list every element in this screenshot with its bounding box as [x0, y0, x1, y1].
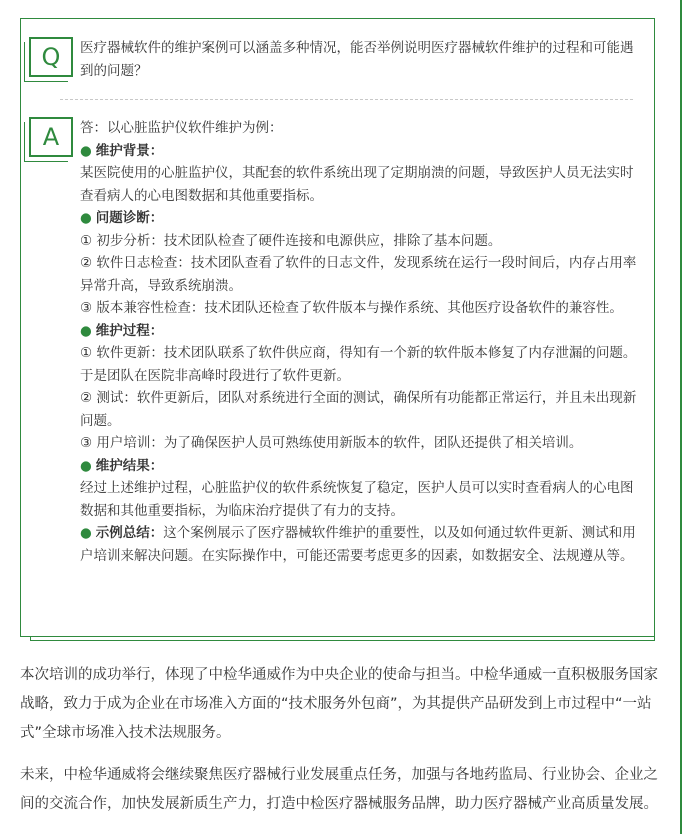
bullet-dot-icon: ●	[80, 142, 92, 159]
diagnosis-item: ③ 版本兼容性检查：技术团队还检查了软件版本与操作系统、其他医疗设备软件的兼容性。	[80, 300, 623, 316]
answer-badge: A	[29, 117, 73, 157]
right-edge-line	[680, 0, 682, 834]
bullet-dot-icon: ●	[80, 210, 92, 226]
qa-divider	[60, 99, 633, 100]
result-heading	[80, 455, 640, 478]
closing-paragraph-2: 未来，中检华通威将会继续聚焦医疗器械行业发展重点任务，加强与各地药监局、行业协会、企业之间的交流合作，加快发展新质生产力，打造中检医疗器械服务品牌，助力医疗器械产业高质量发展。	[20, 767, 658, 812]
closing-paragraph-1: 本次培训的成功举行，体现了中检华通威作为中央企业的使命与担当。中检华通威一直积极服务国家战略，致力于成为企业在市场准入方面的“技术服务外包商”，为其提供产品研发到上市过程中“一站式”全球市场准入技术法规服务。	[20, 667, 658, 741]
background-title: 维护背景：	[95, 142, 164, 159]
background-text: 某医院使用的心脏监护仪，其配套的软件系统出现了定期崩溃的问题，导致医护人员无法实时查看病人的心电图数据和其他重要指标。	[80, 165, 634, 204]
bullet-dot-icon: ●	[80, 525, 92, 541]
diagnosis-title: 问题诊断：	[95, 210, 164, 226]
process-title: 维护过程：	[95, 322, 164, 339]
question-badge: Q	[29, 37, 73, 77]
process-item: ③ 用户培训：为了确保医护人员可熟练使用新版本的软件，团队还提供了相关培训。	[80, 435, 583, 451]
answer-intro: 答：以心脏监护仪软件维护为例：	[80, 120, 283, 136]
diagnosis-item: ① 初步分析：技术团队检查了硬件连接和电源供应，排除了基本问题。	[80, 232, 502, 249]
diagnosis-heading	[80, 207, 640, 230]
answer-body	[80, 117, 640, 567]
bullet-dot-icon: ●	[80, 457, 92, 474]
summary-title: 示例总结：	[95, 525, 164, 541]
result-text: 经过上述维护过程，心脏监护仪的软件系统恢复了稳定，医护人员可以实时查看病人的心电图数据和其他重要指标，为临床治疗提供了有力的支持。	[80, 480, 634, 519]
result-title: 维护结果：	[95, 457, 164, 474]
summary-paragraph	[80, 522, 640, 567]
bullet-dot-icon: ●	[80, 322, 92, 339]
background-heading	[80, 140, 640, 163]
diagnosis-item: ② 软件日志检查：技术团队查看了软件的日志文件，发现系统在运行一段时间后，内存占用率异常升高，导致系统崩溃。	[80, 255, 637, 294]
summary-text: 这个案例展示了医疗器械软件维护的重要性，以及如何通过软件更新、测试和用户培训来解决问题。在实际操作中，可能还需要考虑更多的因素，如数据安全、法规遵从等。	[80, 525, 636, 564]
process-item: ① 软件更新：技术团队联系了软件供应商，得知有一个新的软件版本修复了内存泄漏的问题。于是团队在医院非高峰时段进行了软件更新。	[80, 345, 637, 384]
process-item: ② 测试：软件更新后，团队对系统进行全面的测试，确保所有功能都正常运行，并且未出现新问题。	[80, 390, 637, 429]
process-heading	[80, 320, 640, 343]
question-text: 医疗器械软件的维护案例可以涵盖多种情况，能否举例说明医疗器械软件维护的过程和可能遇到的问题？	[80, 40, 634, 79]
summary-heading	[80, 525, 163, 541]
